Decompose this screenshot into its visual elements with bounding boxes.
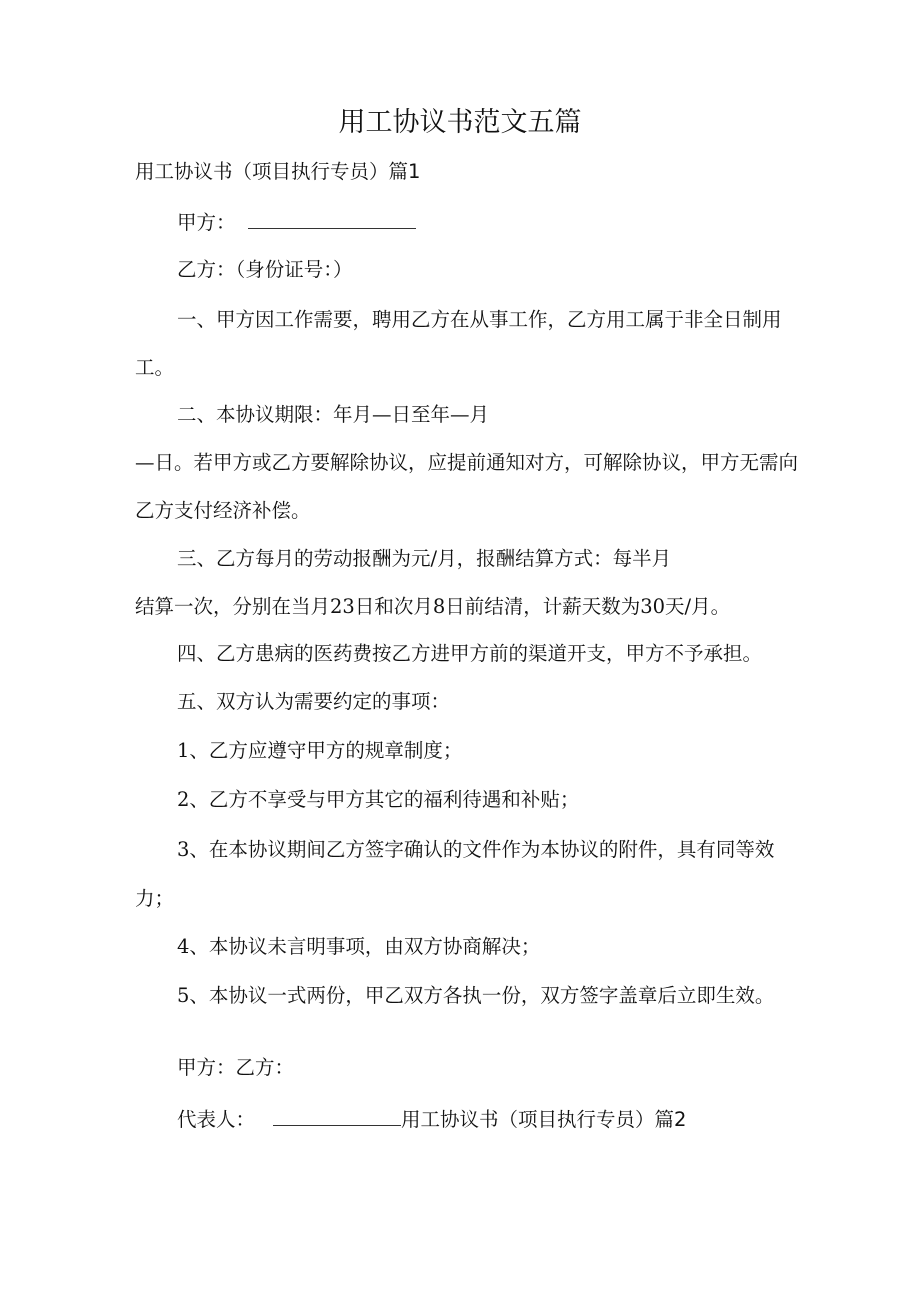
clause-2-line-3: 乙方支付经济补偿。: [135, 499, 311, 522]
representative-blank: [273, 1105, 401, 1126]
item-5: 5、本协议一式两份，甲乙双方各执一份，双方签字盖章后立即生效。: [177, 984, 775, 1007]
clause-2-line-2: —日。若甲方或乙方要解除协议，应提前通知对方，可解除协议，甲方无需向: [135, 451, 799, 474]
document-title: 用工协议书范文五篇: [338, 107, 582, 138]
clause-5: 五、双方认为需要约定的事项：: [177, 690, 451, 713]
clause-3-line-2: 结算一次，分别在当月23日和次月8日前结清，计薪天数为30天/月。: [135, 595, 731, 618]
signature-parties: 甲方：乙方：: [177, 1056, 295, 1079]
item-3-line-1: 3、在本协议期间乙方签字确认的文件作为本协议的附件，具有同等效: [177, 838, 775, 861]
item-3-line-2: 力；: [135, 887, 175, 910]
item-2: 2、乙方不享受与甲方其它的福利待遇和补贴；: [177, 788, 580, 811]
clause-2-line-1: 二、本协议期限：年月—日至年—月: [177, 403, 490, 426]
representative-label: 代表人：: [177, 1108, 256, 1131]
clause-1-line-2: 工。: [135, 356, 175, 379]
section-1-heading: 用工协议书（项目执行专员）篇1: [135, 160, 421, 183]
representative-line: [177, 1105, 686, 1133]
item-1: 1、乙方应遵守甲方的规章制度；: [177, 739, 463, 762]
item-4: 4、本协议未言明事项，由双方协商解决；: [177, 935, 541, 958]
clause-4: 四、乙方患病的医药费按乙方进甲方前的渠道开支，甲方不予承担。: [177, 642, 763, 665]
clause-3-line-1: 三、乙方每月的劳动报酬为元/月，报酬结算方式：每半月: [177, 547, 672, 570]
party-a-line: [177, 208, 416, 236]
party-a-blank: [248, 208, 416, 229]
party-a-label: 甲方：: [177, 211, 236, 234]
party-b-label: 乙方：（身份证号：）: [177, 258, 353, 281]
clause-1-line-1: 一、甲方因工作需要，聘用乙方在从事工作，乙方用工属于非全日制用: [177, 308, 782, 331]
section-2-heading: 用工协议书（项目执行专员）篇2: [401, 1108, 687, 1131]
